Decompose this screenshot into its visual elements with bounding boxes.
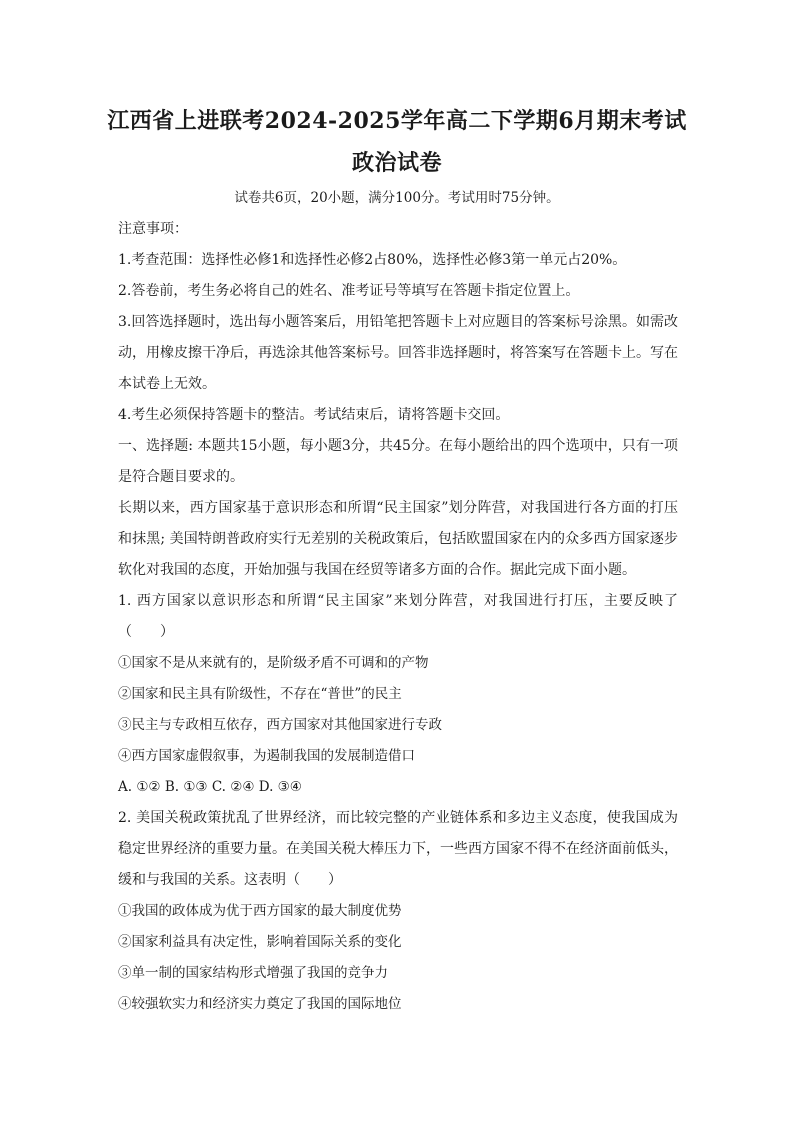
exam-body — [118, 214, 678, 1020]
notice-heading: 注意事项： — [118, 221, 188, 237]
notice-item: 1.考查范围：选择性必修1和选择性必修2占80%，选择性必修3第一单元占20%。 — [118, 252, 627, 268]
question-option: ③单一制的国家结构形式增强了我国的竞争力 — [118, 965, 388, 981]
notice-item: 4.考生必须保持答题卡的整洁。考试结束后，请将答题卡交回。 — [118, 407, 510, 423]
answer-choices: A. ①② B. ①③ C. ②④ D. ③④ — [118, 779, 302, 795]
notice-item: 2.答卷前，考生务必将自己的姓名、准考证号等填写在答题卡指定位置上。 — [118, 283, 580, 299]
question-stem: 1. 西方国家以意识形态和所谓“民主国家”来划分阵营，对我国进行打压，主要反映了（ ） — [118, 593, 678, 640]
question-option: ①国家不是从来就有的，是阶级矛盾不可调和的产物 — [118, 655, 429, 671]
question-option: ④较强软实力和经济实力奠定了我国的国际地位 — [118, 996, 402, 1012]
question-option: ③民主与专政相互依存，西方国家对其他国家进行专政 — [118, 717, 442, 733]
exam-info: 试卷共6页，20小题，满分100分。考试用时75分钟。 — [234, 190, 560, 206]
question-stem: 2. 美国关税政策扰乱了世界经济，而比较完整的产业链体系和多边主义态度，使我国成为稳定世界经济的重要力量。在美国关税大棒压力下，一些西方国家不得不在经济面前低头，缓和与我国的关系。这表明（ ） — [118, 810, 678, 888]
notice-item: 3.回答选择题时，选出每小题答案后，用铅笔把答题卡上对应题目的答案标号涂黑。如需改动，用橡皮擦干净后，再选涂其他答案标号。回答非选择题时，将答案写在答题卡上。写在本试卷上无效。 — [118, 314, 678, 392]
question-option: ②国家和民主具有阶级性，不存在“普世”的民主 — [118, 686, 402, 702]
exam-title: 江西省上进联考2024-2025学年高二下学期6月期末考试 — [107, 108, 687, 134]
material-passage: 长期以来，西方国家基于意识形态和所谓“民主国家”划分阵营，对我国进行各方面的打压和抹黑; 美国特朗普政府实行无差别的关税政策后，包括欧盟国家在内的众多西方国家逐步软化对我国的态度，开始加强与我国在经贸等诸多方面的合作。据此完成下面小题。 — [118, 500, 678, 578]
question-option: ②国家利益具有决定性，影响着国际关系的变化 — [118, 934, 402, 950]
question-option: ④西方国家虚假叙事，为遏制我国的发展制造借口 — [118, 748, 415, 764]
exam-subject-title: 政治试卷 — [351, 150, 442, 176]
question-option: ①我国的政体成为优于西方国家的最大制度优势 — [118, 903, 402, 919]
section-intro: 一、选择题: 本题共15小题，每小题3分，共45分。在每小题给出的四个选项中，只有一项是符合题目要求的。 — [118, 438, 678, 485]
